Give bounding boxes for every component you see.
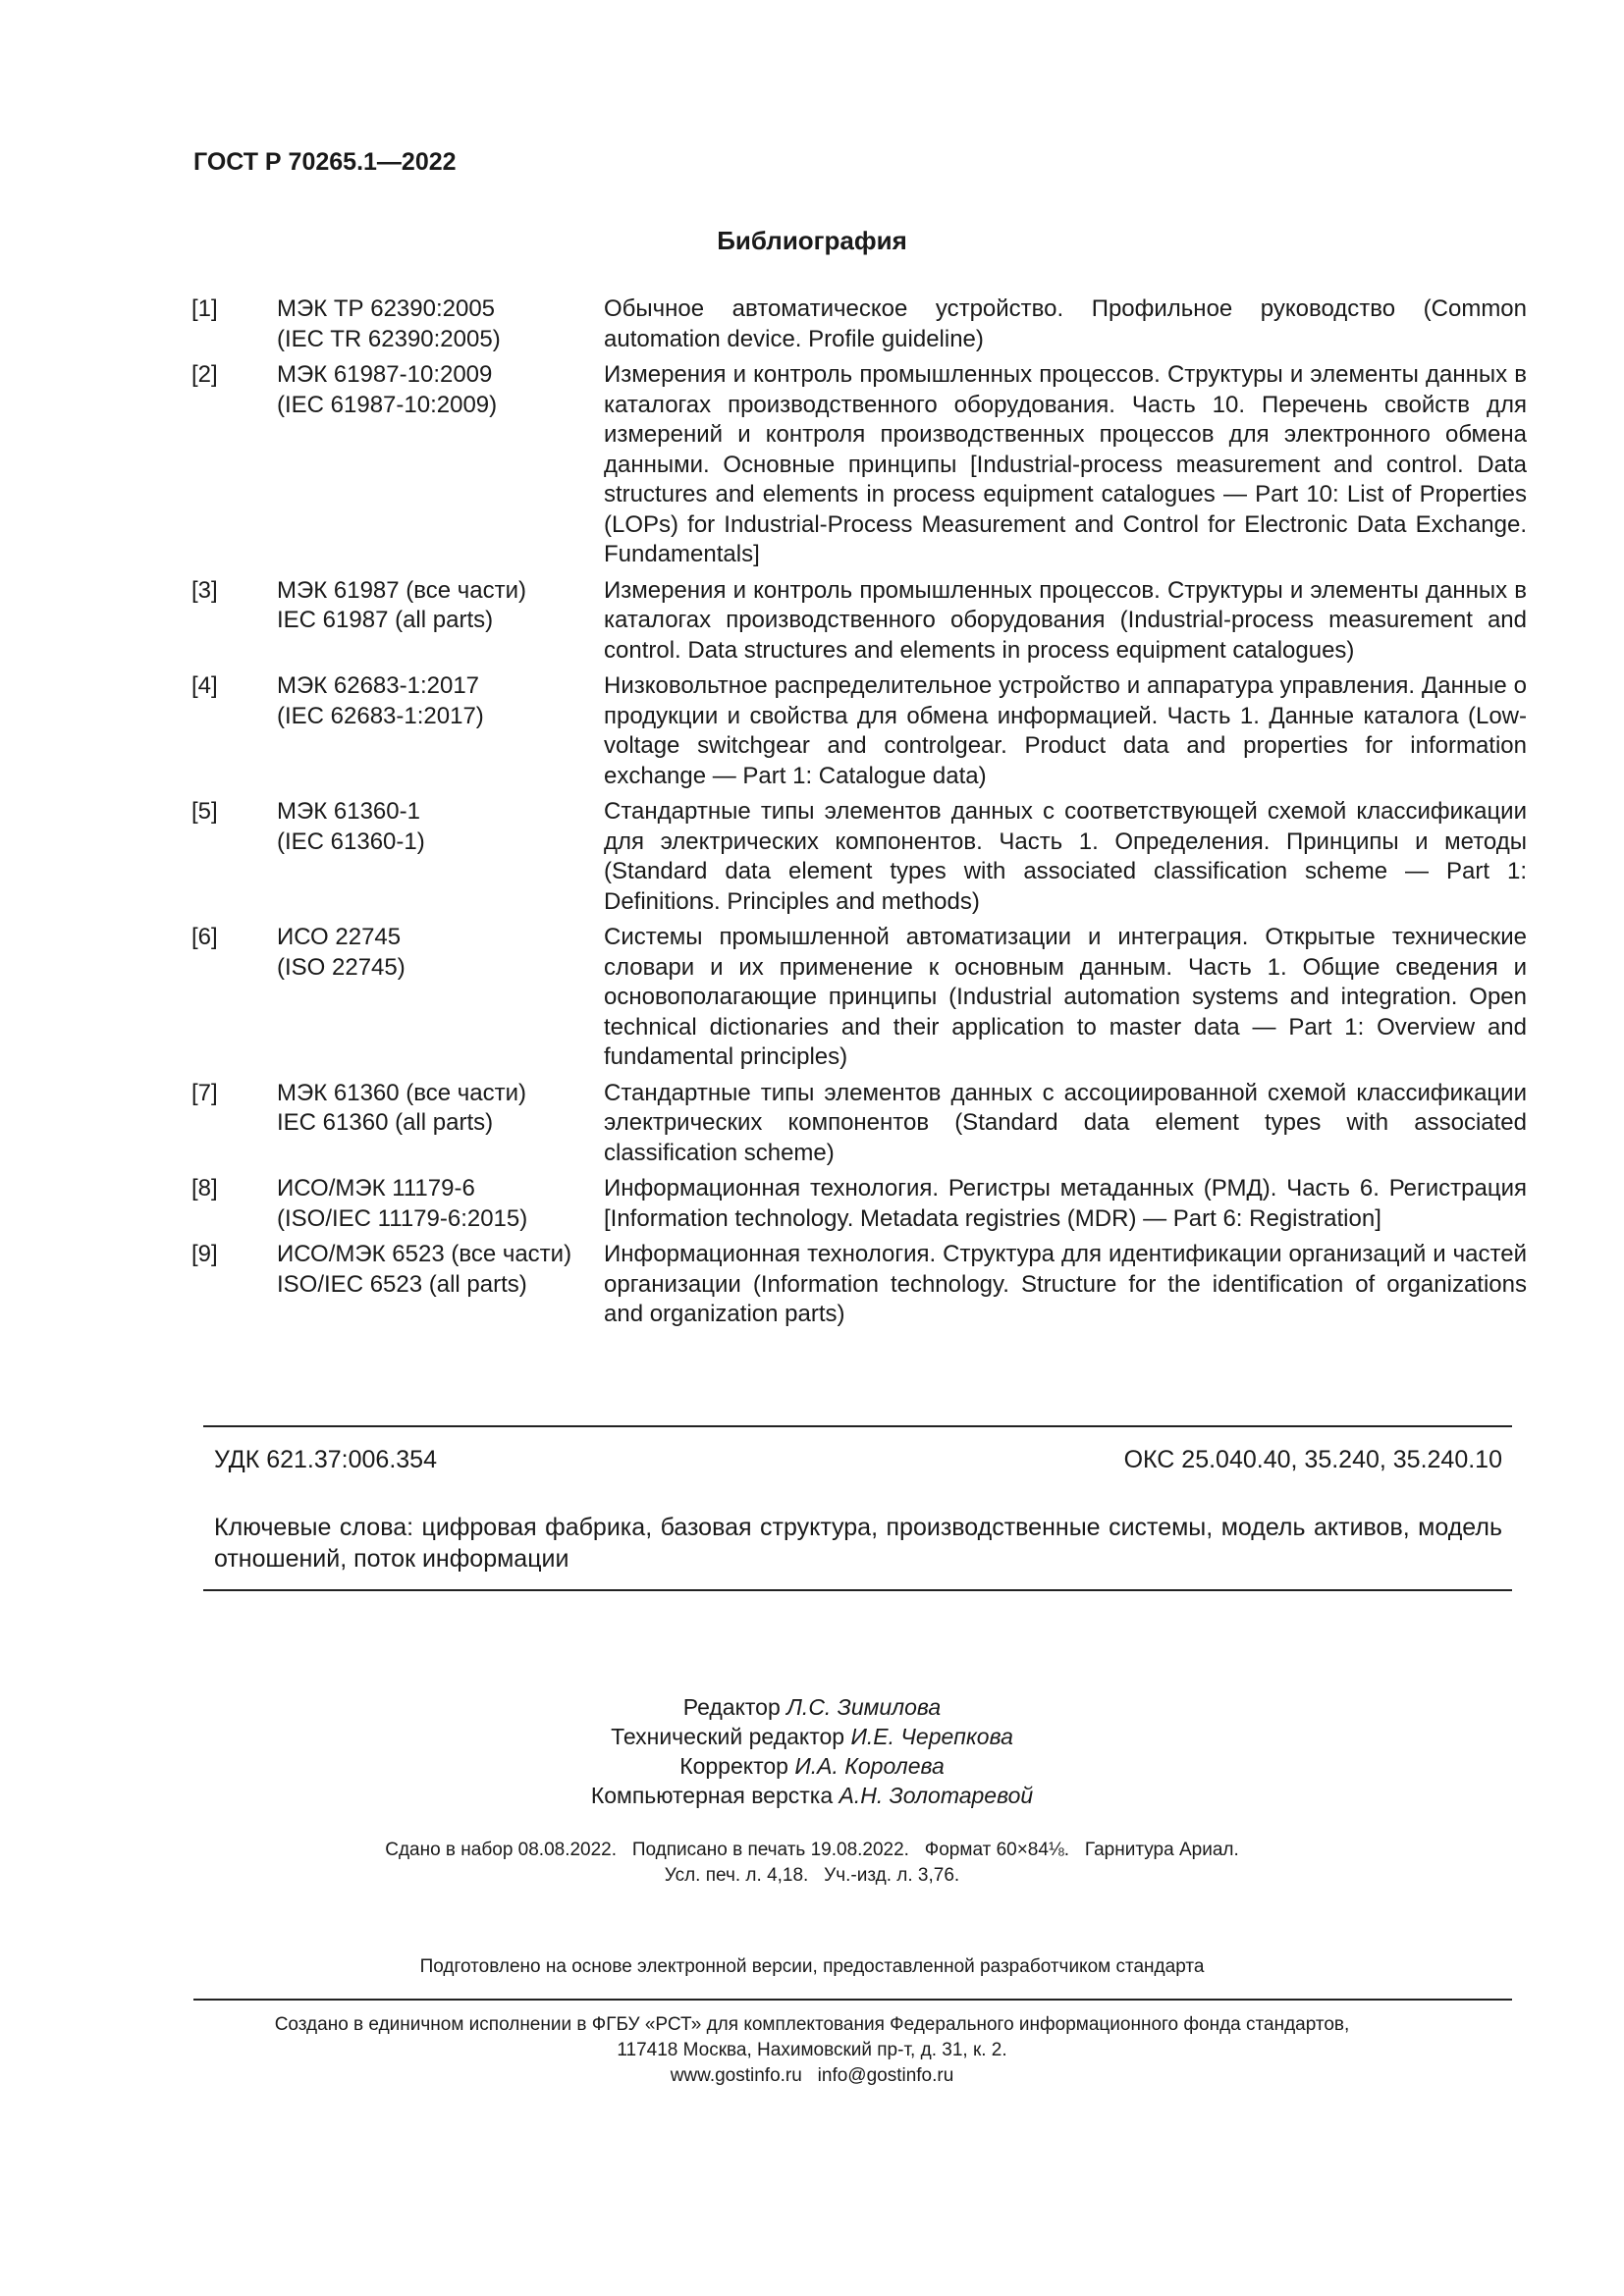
divider-bottom	[203, 1589, 1512, 1591]
code-international: (IEC 61360-1)	[277, 828, 425, 855]
code-russian: ИСО 22745	[277, 924, 402, 950]
page-header: ГОСТ Р 70265.1—2022	[193, 148, 457, 176]
udk-code: УДК 621.37:006.354	[214, 1446, 437, 1473]
credit-role: Редактор	[682, 1694, 781, 1720]
entry-number: [3]	[191, 576, 218, 604]
print-info	[0, 1838, 1624, 1889]
print-info-line: Сдано в набор 08.08.2022. Подписано в печать 19.08.2022. Формат 60×84⅛. Гарнитура Ариал.	[385, 1840, 1239, 1860]
bibliography-entry	[191, 671, 1527, 791]
entry-standard-code	[277, 671, 604, 791]
bibliography-entry	[191, 797, 1527, 917]
publisher-info	[0, 2012, 1624, 2089]
entry-description: Низковольтное распределительное устройство и аппаратура управления. Данные о продукции и свойства для обмена информацией. Часть 1. Данные каталога (Low-voltage switchgear and controlgear. Product data and properties for information exchange — Part 1: Catalogue data)	[604, 672, 1527, 789]
publisher-address: 117418 Москва, Нахимовский пр-т, д. 31, к. 2.	[617, 2040, 1007, 2060]
entry-description: Информационная технология. Структура для идентификации организаций и частей организации (Information technology. Structure for the identification of organizations and organization parts)	[604, 1241, 1527, 1327]
entry-standard-code	[277, 1079, 604, 1169]
entry-number: [8]	[191, 1175, 218, 1201]
bibliography-title: Библиография	[717, 226, 907, 255]
credit-name: Л.С. Зимилова	[786, 1694, 942, 1720]
credit-name: И.А. Королева	[794, 1753, 945, 1779]
code-international: IEC 61987 (all parts)	[277, 607, 494, 633]
entry-number: [5]	[191, 798, 218, 825]
code-international: (IEC 61987-10:2009)	[277, 391, 498, 418]
entry-standard-code	[277, 576, 604, 667]
credit-name: И.Е. Черепкова	[850, 1724, 1013, 1749]
entry-description: Информационная технология. Регистры метаданных (РМД). Часть 6. Регистрация [Information technology. Metadata registries (MDR) — Part 6: Registration]	[604, 1175, 1527, 1232]
oks-code: ОКС 25.040.40, 35.240, 35.240.10	[1123, 1446, 1502, 1473]
credit-role: Компьютерная верстка	[590, 1783, 834, 1808]
code-russian: ИСО/МЭК 6523 (все части)	[277, 1241, 572, 1267]
bibliography-entry	[191, 576, 1527, 667]
bibliography-entry	[191, 1240, 1527, 1330]
keywords: Ключевые слова: цифровая фабрика, базовая структура, производственные системы, модель активов, модель отношений, поток информации	[214, 1514, 1502, 1573]
entry-description: Системы промышленной автоматизации и интеграция. Открытые технические словари и их применение к основным данным. Часть 1. Общие сведения и основополагающие принципы (Industrial automation systems and integration. Open technical dictionaries and their application to master data — Part 1: Overview and fundamental principles)	[604, 924, 1527, 1070]
bibliography-entry	[191, 294, 1527, 354]
classification-row	[214, 1446, 1502, 1474]
code-russian: МЭК 62683-1:2017	[277, 672, 480, 699]
publisher-contacts: www.gostinfo.ru info@gostinfo.ru	[670, 2065, 954, 2086]
entry-standard-code	[277, 923, 604, 1073]
entry-number: [4]	[191, 672, 218, 699]
code-russian: МЭК 61360 (все части)	[277, 1079, 527, 1106]
code-international: (IEC 62683-1:2017)	[277, 702, 484, 729]
credit-line	[0, 1781, 1624, 1810]
entry-number: [2]	[191, 361, 218, 388]
entry-description: Стандартные типы элементов данных с соответствующей схемой классификации для электрических компонентов. Часть 1. Определения. Принципы и методы (Standard data element types with associated classification scheme — Part 1: Definitions. Principles and methods)	[604, 798, 1527, 915]
code-russian: МЭК 61987 (все части)	[277, 576, 527, 604]
code-russian: МЭК ТР 62390:2005	[277, 295, 496, 322]
code-international: IEC 61360 (all parts)	[277, 1109, 494, 1136]
bibliography-entry	[191, 923, 1527, 1073]
divider-top	[203, 1425, 1512, 1427]
publisher-line: Создано в единичном исполнении в ФГБУ «РСТ» для комплектования Федерального информационного фонда стандартов,	[274, 2014, 1350, 2035]
code-russian: МЭК 61987-10:2009	[277, 361, 493, 388]
bibliography-entry	[191, 360, 1527, 570]
code-russian: МЭК 61360-1	[277, 798, 420, 825]
credits-block	[0, 1692, 1624, 1810]
bibliography-list	[191, 294, 1527, 1336]
divider-footer	[193, 1999, 1512, 2001]
code-international: (ISO/IEC 11179-6:2015)	[277, 1204, 528, 1232]
credit-line	[0, 1751, 1624, 1781]
bibliography-entry	[191, 1079, 1527, 1169]
entry-description: Измерения и контроль промышленных процессов. Структуры и элементы данных в каталогах производственного оборудования (Industrial-process measurement and control. Data structures and elements in process equipment catalogues)	[604, 576, 1527, 664]
bibliography-entry	[191, 1174, 1527, 1234]
entry-description: Стандартные типы элементов данных с ассоциированной схемой классификации электрических компонентов (Standard data element types with associated classification scheme)	[604, 1079, 1527, 1166]
credit-role: Технический редактор	[611, 1724, 845, 1749]
code-international: ISO/IEC 6523 (all parts)	[277, 1270, 527, 1298]
entry-description: Измерения и контроль промышленных процессов. Структуры и элементы данных в каталогах производственного оборудования. Часть 10. Перечень свойств для измерений и контроля производственных процессов для электронного обмена данными. Основные принципы [Industrial-process measurement and control. Data structures and elements in process equipment catalogues — Part 10: List of Properties (LOPs) for Industrial-Process Measurement and Control for Electronic Data Exchange. Fundamentals]	[604, 361, 1527, 567]
code-russian: ИСО/МЭК 11179-6	[277, 1175, 475, 1201]
entry-number: [9]	[191, 1241, 218, 1267]
entry-standard-code	[277, 797, 604, 917]
code-international: (IEC TR 62390:2005)	[277, 325, 501, 352]
credit-line	[0, 1692, 1624, 1722]
prepared-note: Подготовлено на основе электронной версии, предоставленной разработчиком стандарта	[419, 1956, 1205, 1977]
entry-standard-code	[277, 1240, 604, 1330]
entry-standard-code	[277, 294, 604, 354]
credit-name: А.Н. Золотаревой	[839, 1783, 1034, 1808]
credit-line	[0, 1722, 1624, 1751]
entry-standard-code	[277, 1174, 604, 1234]
print-info-line: Усл. печ. л. 4,18. Уч.-изд. л. 3,76.	[664, 1865, 960, 1886]
entry-standard-code	[277, 360, 604, 570]
credit-role: Корректор	[679, 1753, 788, 1779]
entry-number: [6]	[191, 924, 218, 950]
entry-number: [1]	[191, 295, 218, 322]
entry-number: [7]	[191, 1079, 218, 1106]
code-international: (ISO 22745)	[277, 953, 406, 981]
entry-description: Обычное автоматическое устройство. Профильное руководство (Common automation device. Profile guideline)	[604, 295, 1527, 352]
